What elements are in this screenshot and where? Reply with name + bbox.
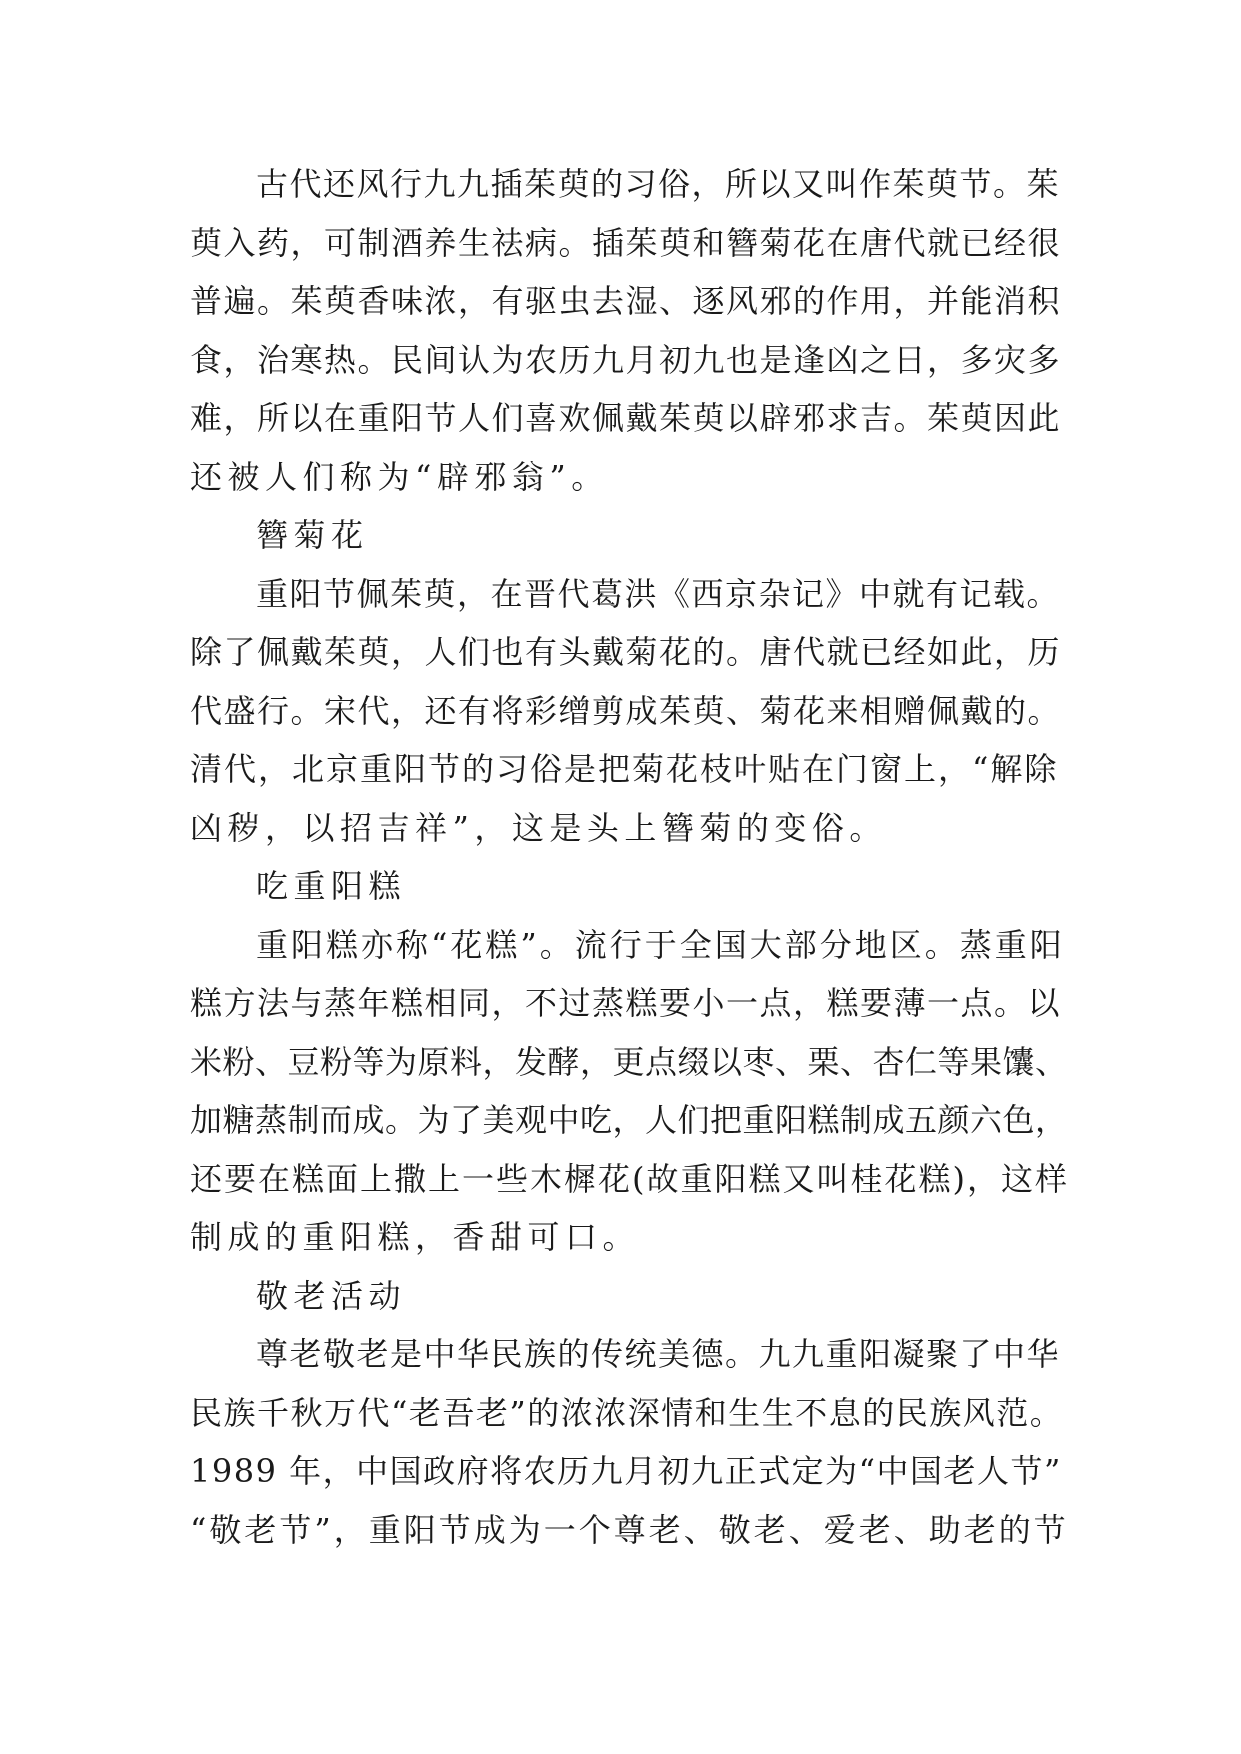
text-line: 敬老活动	[256, 1276, 407, 1315]
text-line: 代盛行。宋代，还有将彩缯剪成茱萸、菊花来相赠佩戴的。	[190, 691, 1062, 730]
text-line: 民族千秋万代“老吾老”的浓浓深情和生生不息的民族风范。	[190, 1393, 1064, 1432]
text-line: 制成的重阳糕，香甜可口。	[190, 1218, 641, 1256]
text-line: 糕方法与蒸年糕相同，不过蒸糕要小一点，糕要薄一点。以	[190, 984, 1062, 1022]
text-line: 吃重阳糕	[256, 867, 407, 905]
text-line: 清代，北京重阳节的习俗是把菊花枝叶贴在门窗上，“解除	[190, 750, 1059, 788]
text-line: 普遍。茱萸香味浓，有驱虫去湿、逐风邪的作用，并能消积	[190, 282, 1062, 320]
document-body	[190, 155, 1070, 1559]
text-line: 尊老敬老是中华民族的传统美德。九九重阳凝聚了中华	[256, 1335, 1061, 1373]
text-line: 凶秽，以招吉祥”，这是头上簪菊的变俗。	[190, 808, 887, 847]
text-line: 1989 年，中国政府将农历九月初九正式定为“中国老人节”	[190, 1452, 1062, 1490]
text-line: 加糖蒸制而成。为了美观中吃，人们把重阳糕制成五颜六色，	[190, 1101, 1068, 1139]
text-line: 除了佩戴茱萸，人们也有头戴菊花的。唐代就已经如此，历	[190, 633, 1062, 671]
text-line: “敬老节”，重阳节成为一个尊老、敬老、爱老、助老的节	[190, 1510, 1069, 1549]
text-line: 重阳节佩茱萸，在晋代葛洪《西京杂记》中就有记载。	[256, 574, 1061, 613]
text-line: 还被人们称为“辟邪翁”。	[190, 457, 609, 496]
text-line: 古代还风行九九插茱萸的习俗，所以又叫作茱萸节。茱	[256, 165, 1061, 203]
text-line: 重阳糕亦称“花糕”。流行于全国大部分地区。蒸重阳	[256, 925, 1065, 964]
text-line: 萸入药，可制酒养生祛病。插茱萸和簪菊花在唐代就已经很	[190, 223, 1062, 262]
text-line: 还要在糕面上撒上一些木樨花(故重阳糕又叫桂花糕)，这样	[190, 1159, 1069, 1198]
text-line: 簪菊花	[256, 516, 369, 554]
text-line: 食，治寒热。民间认为农历九月初九也是逢凶之日，多灾多	[190, 340, 1062, 379]
text-line: 米粉、豆粉等为原料，发酵，更点缀以枣、栗、杏仁等果馕、	[190, 1042, 1068, 1081]
text-line: 难，所以在重阳节人们喜欢佩戴茱萸以辟邪求吉。茱萸因此	[190, 399, 1062, 437]
